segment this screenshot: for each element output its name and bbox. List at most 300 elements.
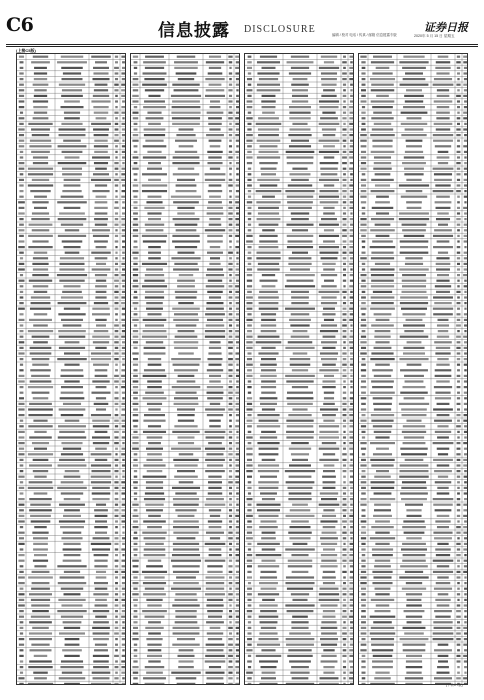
cell-text	[375, 263, 390, 265]
cell-text	[457, 89, 459, 91]
cell-text	[248, 392, 251, 394]
cell-text	[350, 364, 353, 366]
cell-text	[262, 532, 276, 534]
cell-text	[320, 520, 337, 522]
cell-text	[115, 403, 119, 405]
cell-text	[173, 632, 200, 634]
cell-text	[92, 229, 110, 231]
cell-text	[20, 392, 24, 394]
cell-text	[236, 324, 239, 326]
cell-text	[457, 470, 461, 472]
cell-text	[177, 470, 195, 472]
cell-text	[323, 207, 334, 209]
cell-text	[122, 610, 125, 612]
cell-text	[19, 224, 24, 226]
cell-text	[457, 476, 460, 478]
cell-text	[62, 291, 82, 293]
cell-text	[322, 313, 335, 315]
cell-text	[121, 296, 125, 298]
cell-text	[63, 403, 81, 405]
cell-text	[177, 408, 195, 410]
cell-text	[360, 229, 366, 231]
cell-text	[134, 123, 138, 125]
cell-text	[93, 67, 109, 69]
cell-text	[247, 660, 252, 662]
cell-text	[228, 207, 232, 209]
cell-text	[343, 280, 346, 282]
cell-text	[457, 235, 459, 237]
cell-text	[60, 576, 85, 578]
cell-text	[343, 89, 346, 91]
cell-text	[147, 112, 161, 114]
cell-text	[285, 604, 314, 606]
header-rule	[6, 44, 478, 45]
cell-text	[63, 548, 82, 550]
cell-text	[144, 100, 165, 102]
cell-text	[93, 364, 109, 366]
cell-text	[248, 481, 252, 483]
cell-text	[406, 666, 423, 668]
cell-text	[373, 515, 392, 517]
cell-text	[435, 67, 450, 69]
cell-text	[19, 313, 23, 315]
cell-text	[178, 375, 195, 377]
cell-text	[96, 576, 107, 578]
cell-text	[115, 72, 119, 74]
cell-text	[94, 403, 109, 405]
cell-text	[235, 610, 240, 612]
cell-text	[370, 392, 395, 394]
cell-text	[175, 224, 198, 226]
cell-text	[115, 638, 118, 640]
cell-text	[457, 537, 459, 539]
cell-text	[32, 212, 49, 214]
cell-text	[134, 543, 138, 545]
cell-text	[34, 526, 46, 528]
cell-text	[457, 492, 460, 494]
cell-text	[134, 308, 137, 310]
cell-text	[464, 302, 466, 304]
cell-text	[121, 666, 125, 668]
cell-text	[291, 179, 309, 181]
cell-text	[456, 190, 461, 192]
cell-text	[361, 487, 366, 489]
cell-text	[148, 621, 161, 623]
cell-text	[342, 313, 346, 315]
cell-text	[323, 526, 336, 528]
cell-text	[405, 504, 423, 506]
cell-text	[457, 140, 460, 142]
cell-text	[350, 492, 353, 494]
cell-text	[92, 498, 109, 500]
cell-text	[173, 532, 198, 534]
cell-text	[33, 257, 48, 259]
cell-text	[246, 134, 253, 136]
cell-text	[350, 498, 353, 500]
cell-text	[361, 599, 366, 601]
cell-text	[122, 246, 125, 248]
cell-text	[173, 504, 198, 506]
cell-text	[399, 268, 429, 270]
cell-text	[464, 487, 468, 489]
cell-text	[235, 246, 239, 248]
cell-text	[287, 280, 314, 282]
cell-text	[404, 330, 423, 332]
cell-text	[343, 649, 347, 651]
cell-text	[247, 128, 251, 130]
cell-text	[247, 246, 251, 248]
cell-text	[323, 336, 336, 338]
cell-text	[350, 89, 352, 91]
cell-text	[20, 666, 24, 668]
cell-text	[464, 319, 467, 321]
cell-text	[292, 571, 309, 573]
cell-text	[174, 464, 197, 466]
cell-text	[177, 683, 196, 685]
cell-text	[228, 347, 233, 349]
cell-text	[319, 448, 340, 450]
cell-text	[32, 134, 49, 136]
cell-text	[229, 498, 232, 500]
cell-text	[343, 397, 346, 399]
cell-text	[229, 588, 232, 590]
cell-text	[349, 554, 353, 556]
cell-text	[172, 240, 200, 242]
cell-text	[20, 112, 23, 114]
cell-text	[361, 364, 366, 366]
cell-text	[121, 616, 126, 618]
cell-text	[457, 369, 460, 371]
cell-text	[176, 324, 197, 326]
cell-text	[457, 565, 459, 567]
cell-text	[343, 341, 345, 343]
cell-text	[122, 140, 124, 142]
cell-text	[145, 224, 164, 226]
cell-text	[360, 582, 366, 584]
cell-text	[259, 224, 279, 226]
cell-text	[236, 341, 239, 343]
cell-text	[115, 453, 117, 455]
cell-text	[236, 380, 239, 382]
cell-text	[63, 515, 81, 517]
cell-text	[236, 145, 239, 147]
cell-text	[229, 274, 232, 276]
cell-text	[143, 61, 166, 63]
cell-text	[437, 425, 448, 427]
cell-text	[372, 106, 393, 108]
cell-text	[64, 364, 79, 366]
cell-text	[463, 117, 467, 119]
cell-text	[360, 504, 366, 506]
cell-text	[235, 196, 239, 198]
cell-text	[262, 459, 276, 461]
cell-text	[145, 666, 164, 668]
cell-text	[361, 319, 366, 321]
cell-text	[19, 341, 25, 343]
cell-text	[343, 476, 346, 478]
cell-text	[261, 380, 276, 382]
cell-text	[457, 588, 460, 590]
cell-text	[115, 100, 118, 102]
cell-text	[464, 593, 467, 595]
cell-text	[361, 100, 367, 102]
cell-text	[343, 123, 345, 125]
cell-text	[235, 666, 239, 668]
cell-text	[236, 532, 240, 534]
cell-text	[457, 481, 460, 483]
cell-text	[259, 660, 278, 662]
cell-text	[361, 403, 366, 405]
cell-text	[177, 380, 196, 382]
cell-text	[342, 459, 346, 461]
cell-text	[401, 408, 427, 410]
cell-text	[361, 565, 365, 567]
cell-text	[343, 638, 347, 640]
cell-text	[464, 386, 468, 388]
cell-text	[343, 386, 346, 388]
cell-text	[236, 448, 239, 450]
cell-text	[115, 117, 118, 119]
cell-text	[374, 509, 391, 511]
cell-text	[288, 240, 313, 242]
cell-text	[464, 296, 467, 298]
header-rule-thin	[6, 46, 478, 47]
cell-text	[64, 627, 80, 629]
cell-text	[121, 196, 125, 198]
cell-text	[95, 616, 107, 618]
cell-text	[248, 492, 251, 494]
cell-text	[59, 84, 85, 86]
cell-text	[121, 224, 125, 226]
cell-text	[322, 476, 336, 478]
cell-text	[30, 352, 52, 354]
cell-text	[19, 683, 23, 685]
cell-text	[436, 347, 450, 349]
cell-text	[236, 313, 239, 315]
cell-text	[292, 89, 308, 91]
cell-text	[147, 212, 161, 214]
cell-text	[148, 358, 161, 360]
cell-text	[370, 459, 394, 461]
cell-text	[343, 358, 347, 360]
cell-text	[121, 89, 126, 91]
cell-text	[287, 61, 314, 63]
cell-text	[95, 369, 108, 371]
cell-text	[349, 263, 353, 265]
cell-text	[463, 504, 467, 506]
cell-text	[286, 644, 314, 646]
cell-text	[457, 459, 461, 461]
cell-text	[229, 442, 232, 444]
cell-text	[20, 548, 24, 550]
cell-text	[172, 123, 200, 125]
cell-text	[178, 352, 194, 354]
cell-text	[61, 616, 83, 618]
cell-text	[457, 313, 461, 315]
cell-text	[114, 67, 119, 69]
cell-text	[210, 106, 221, 108]
cell-text	[402, 67, 426, 69]
cell-text	[142, 532, 166, 534]
cell-text	[115, 184, 118, 186]
cell-text	[247, 593, 252, 595]
cell-text	[287, 162, 313, 164]
cell-text	[362, 84, 366, 86]
cell-text	[147, 655, 162, 657]
cell-text	[437, 336, 449, 338]
cell-text	[433, 313, 453, 315]
cell-text	[261, 100, 275, 102]
cell-text	[115, 218, 118, 220]
cell-text	[176, 677, 197, 679]
cell-text	[320, 162, 339, 164]
cell-text	[403, 520, 424, 522]
cell-text	[178, 302, 193, 304]
cell-text	[321, 358, 337, 360]
cell-text	[350, 229, 354, 231]
cell-text	[292, 100, 308, 102]
cell-text	[235, 123, 239, 125]
cell-text	[362, 263, 365, 265]
cell-text	[115, 537, 119, 539]
cell-text	[33, 470, 48, 472]
cell-text	[289, 72, 311, 74]
cell-text	[206, 324, 224, 326]
cell-text	[343, 431, 345, 433]
cell-text	[115, 621, 118, 623]
cell-text	[229, 649, 233, 651]
cell-text	[31, 616, 50, 618]
cell-text	[343, 621, 345, 623]
cell-text	[404, 610, 425, 612]
cell-text	[236, 61, 239, 63]
cell-text	[235, 425, 240, 427]
cell-text	[404, 436, 424, 438]
cell-text	[437, 324, 449, 326]
cell-text	[319, 459, 338, 461]
cell-text	[361, 627, 366, 629]
cell-text	[236, 442, 240, 444]
cell-text	[324, 397, 334, 399]
cell-text	[457, 201, 460, 203]
cell-text	[247, 352, 251, 354]
cell-text	[457, 571, 461, 573]
cell-text	[360, 442, 366, 444]
cell-text	[121, 672, 125, 674]
cell-text	[144, 280, 164, 282]
cell-text	[246, 672, 253, 674]
cell-text	[248, 252, 252, 254]
cell-text	[95, 644, 107, 646]
cell-text	[91, 56, 111, 58]
cell-text	[229, 476, 232, 478]
cell-text	[133, 190, 139, 192]
cell-text	[210, 100, 220, 102]
cell-text	[145, 627, 163, 629]
cell-text	[142, 263, 167, 265]
cell-text	[179, 453, 193, 455]
cell-text	[59, 134, 86, 136]
cell-text	[375, 330, 391, 332]
cell-text	[121, 453, 126, 455]
cell-text	[173, 520, 198, 522]
cell-text	[146, 268, 163, 270]
cell-text	[206, 498, 224, 500]
cell-text	[293, 543, 308, 545]
cell-text	[372, 128, 393, 130]
cell-text	[362, 117, 366, 119]
cell-text	[205, 593, 225, 595]
cell-text	[61, 604, 82, 606]
cell-text	[349, 616, 354, 618]
cell-text	[20, 151, 23, 153]
cell-text	[343, 319, 347, 321]
cell-text	[58, 464, 87, 466]
cell-text	[142, 571, 167, 573]
cell-text	[464, 252, 468, 254]
cell-text	[228, 453, 232, 455]
cell-text	[133, 196, 137, 198]
cell-text	[457, 263, 460, 265]
cell-text	[406, 145, 422, 147]
cell-text	[142, 173, 167, 175]
cell-text	[319, 683, 339, 685]
cell-text	[133, 280, 138, 282]
cell-text	[343, 464, 346, 466]
cell-text	[321, 324, 337, 326]
cell-text	[464, 616, 467, 618]
cell-text	[343, 515, 346, 517]
cell-text	[371, 464, 393, 466]
cell-text	[122, 543, 125, 545]
cell-text	[235, 459, 239, 461]
cell-text	[95, 257, 108, 259]
cell-text	[261, 319, 276, 321]
cell-text	[456, 554, 460, 556]
cell-text	[319, 431, 338, 433]
cell-text	[437, 414, 450, 416]
cell-text	[257, 543, 280, 545]
cell-text	[463, 571, 468, 573]
cell-text	[464, 196, 467, 198]
cell-text	[401, 548, 427, 550]
cell-text	[361, 616, 366, 618]
cell-text	[20, 285, 24, 287]
cell-text	[342, 655, 346, 657]
cell-text	[92, 672, 111, 674]
cell-text	[436, 291, 450, 293]
cell-text	[464, 448, 467, 450]
cell-text	[260, 666, 276, 668]
cell-text	[171, 448, 201, 450]
cell-text	[122, 470, 124, 472]
cell-text	[434, 627, 453, 629]
cell-text	[59, 336, 86, 338]
cell-text	[262, 106, 276, 108]
section-title-cn: 信息披露	[158, 21, 230, 41]
cell-text	[361, 638, 365, 640]
cell-text	[257, 179, 279, 181]
cell-text	[433, 134, 453, 136]
cell-text	[350, 100, 353, 102]
cell-text	[229, 72, 232, 74]
cell-text	[350, 604, 354, 606]
cell-text	[456, 347, 460, 349]
cell-text	[399, 61, 428, 63]
cell-text	[321, 257, 338, 259]
cell-text	[457, 168, 460, 170]
cell-text	[34, 554, 47, 556]
